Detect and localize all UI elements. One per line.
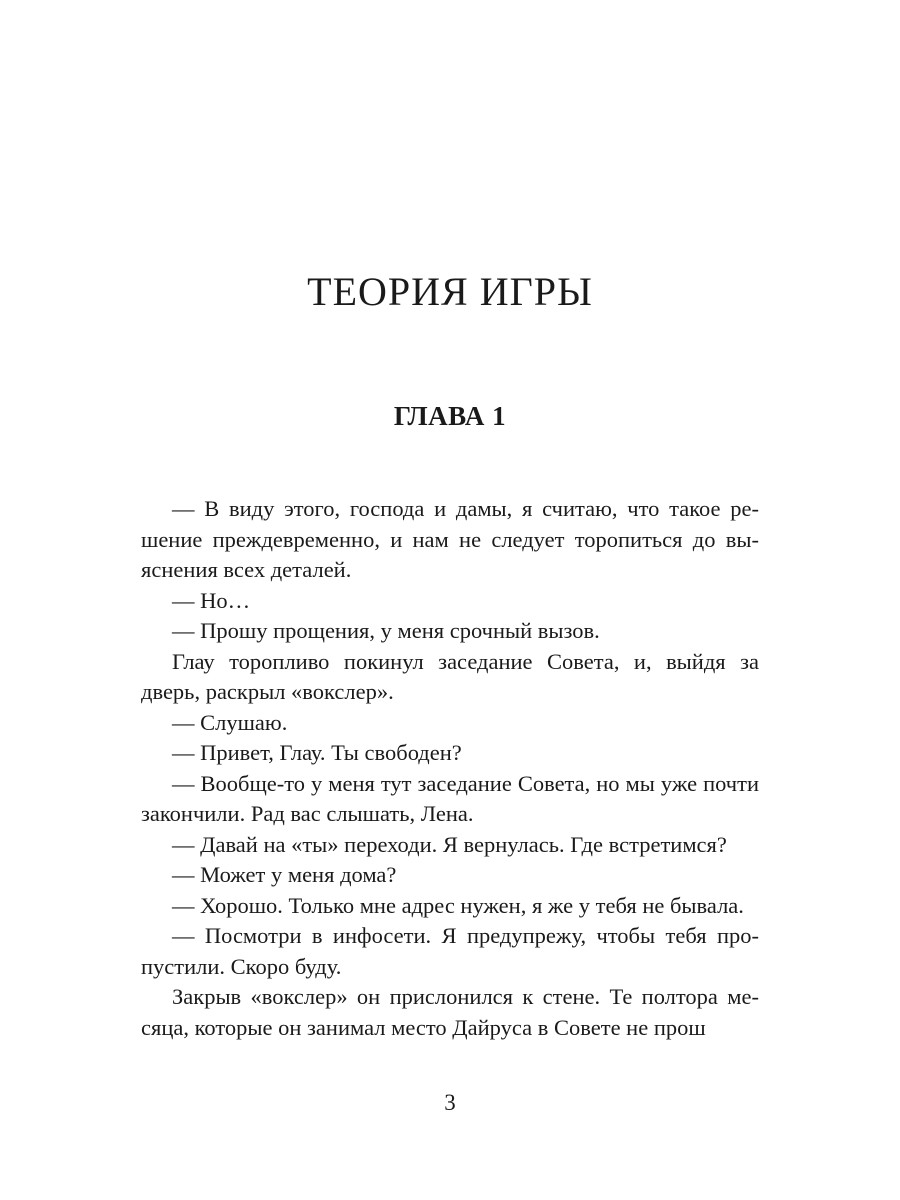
paragraph: — Посмотри в инфосети. Я предупрежу, чтобы тебя пропустили. Скоро буду. [141,923,759,979]
paragraph: — Привет, Глау. Ты свободен? [172,740,462,765]
paragraph: — Прошу прощения, у меня срочный вызов. [172,618,600,643]
book-title: ТЕОРИЯ ИГРЫ [307,269,593,314]
chapter-body [141,494,759,1043]
paragraph: — Может у меня дома? [172,862,397,887]
page-number: 3 [444,1090,456,1115]
paragraph: — В виду этого, господа и дамы, я считаю, что такое решение преждевременно, и нам не следует торопиться до выяснения всех деталей. [141,496,759,582]
paragraph: Закрыв «вокслер» он прислонился к стене. Те полтора месяца, которые он занимал место Дайруса в Совете не прош [141,984,759,1040]
paragraph: — Слушаю. [172,709,288,735]
paragraph: Глау торопливо покинул заседание Совета, и, выйдя за дверь, раскрыл «вокслер». [141,648,759,704]
paragraph: — Давай на «ты» переходи. Я вернулась. Где встретимся? [172,831,727,857]
paragraph: — Вообще-то у меня тут заседание Совета, но мы уже почти закончили. Рад вас слышать, Лена. [141,770,759,826]
paragraph: — Хорошо. Только мне адрес нужен, я же у тебя не бывала. [172,892,744,918]
chapter-title: ГЛАВА 1 [393,401,507,431]
paragraph: — Но… [172,587,251,613]
